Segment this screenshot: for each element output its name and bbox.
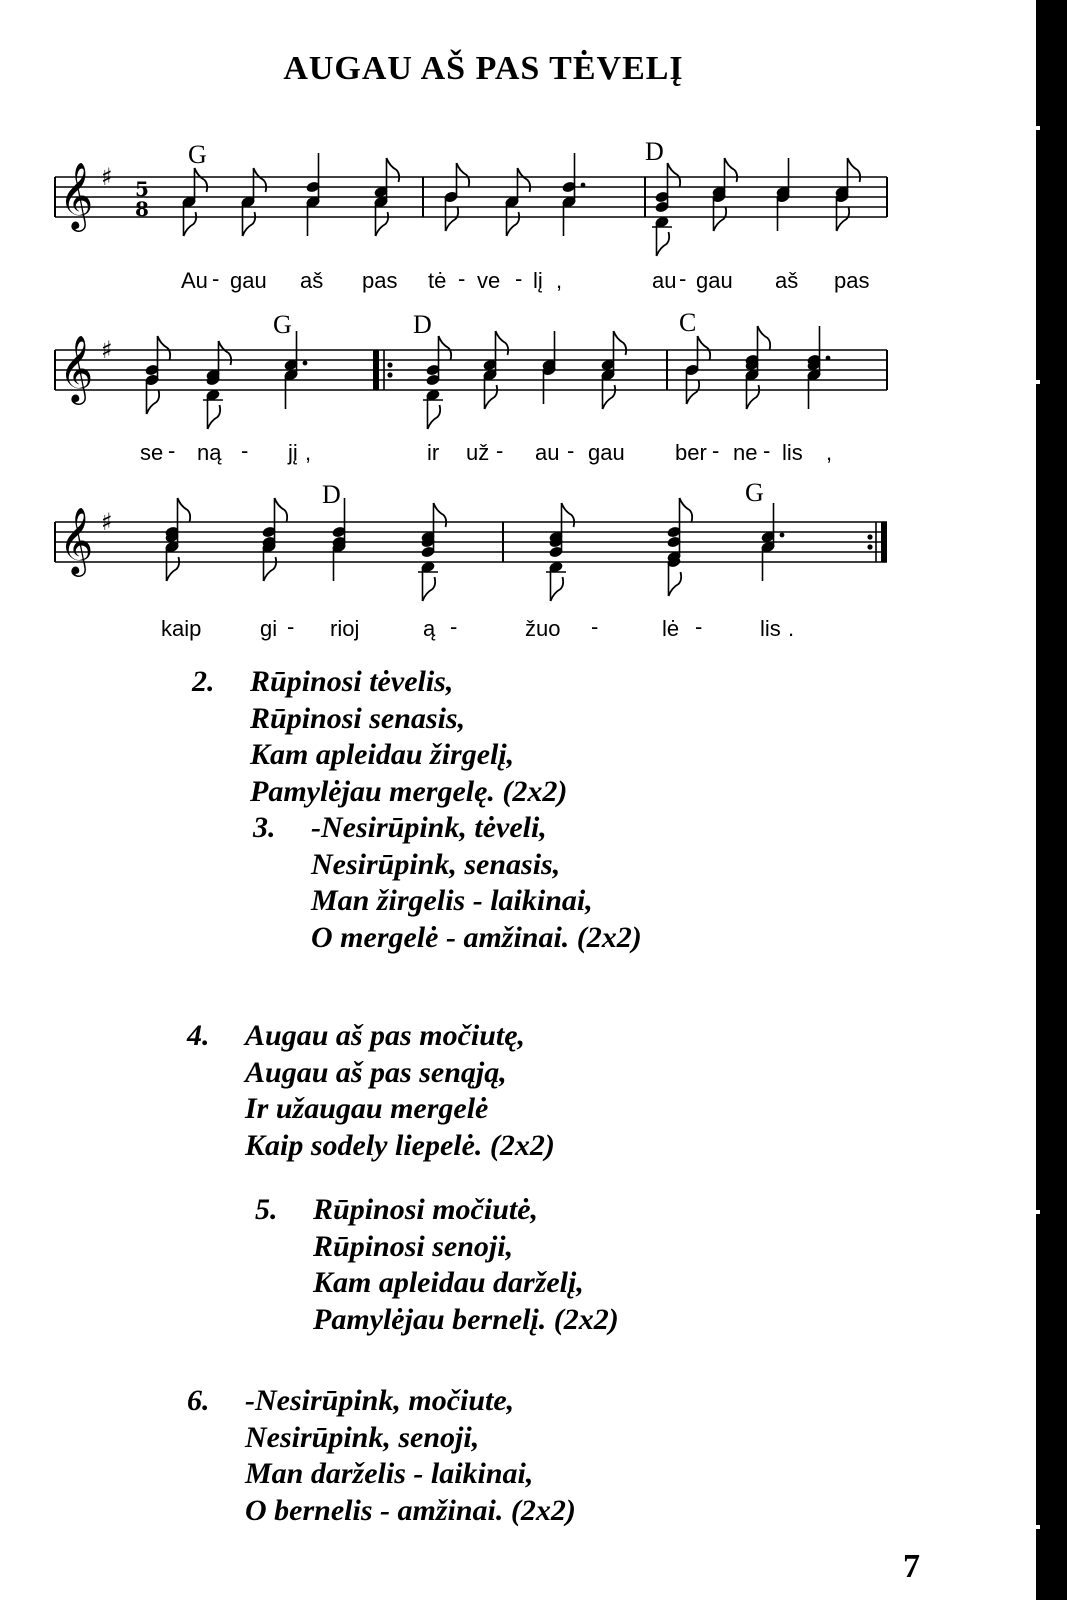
- lyric-hyphen: -: [450, 614, 458, 639]
- lyric-syllable: ną: [197, 440, 222, 465]
- lyric-hyphen: -: [212, 266, 220, 291]
- chord-label: G: [745, 478, 764, 507]
- lyric-hyphen: -: [712, 438, 720, 463]
- note-flag: [747, 385, 760, 409]
- note-flag: [158, 336, 171, 360]
- lyric-syllable: ir: [427, 440, 440, 465]
- verse-line: Kaip sodely liepelė. (2x2): [245, 1128, 555, 1162]
- note-flag: [275, 498, 288, 522]
- verse-3: [253, 810, 642, 956]
- time-signature-top: 5: [135, 177, 149, 201]
- lyric-hyphen: -: [168, 438, 176, 463]
- note-flag: [147, 390, 160, 414]
- verse-line: 5. Rūpinosi močiutė,: [255, 1192, 619, 1229]
- verse-line: 6. -Nesirūpink, močiute,: [187, 1383, 576, 1420]
- note-flag: [669, 572, 682, 596]
- note-flag: [434, 503, 447, 527]
- lyric-comma: ,: [305, 440, 312, 465]
- lyric-syllable: au: [535, 440, 560, 465]
- repeat-barline: [881, 522, 887, 562]
- note-flag: [178, 498, 191, 522]
- lyric-syllable: aš: [300, 268, 324, 293]
- lyric-syllable: jį: [288, 440, 298, 465]
- sharp-icon: ♯: [101, 163, 113, 191]
- lyric-syllable: lis: [760, 616, 781, 641]
- lyric-comma: ,: [826, 440, 833, 465]
- note-flag: [687, 380, 700, 404]
- lyric-period: .: [788, 616, 795, 641]
- lyric-syllable: aš: [775, 268, 799, 293]
- chord-label: D: [413, 310, 432, 339]
- verse-line: Nesirūpink, senoji,: [245, 1420, 480, 1454]
- lyric-syllable: žuo: [525, 616, 561, 641]
- note-flag: [485, 385, 498, 409]
- page-number: 7: [903, 1548, 920, 1585]
- chord-label: D: [645, 137, 664, 166]
- lyric-hyphen: -: [496, 438, 504, 463]
- note-flag: [725, 158, 738, 182]
- note-flag: [446, 207, 459, 231]
- chord-label: G: [188, 140, 207, 169]
- lyric-syllable: lė: [662, 616, 680, 641]
- lyric-hyphen: -: [679, 266, 687, 291]
- lyric-syllable: pas: [834, 268, 870, 293]
- lyric-syllable: pas: [362, 268, 398, 293]
- note-flag: [507, 212, 520, 236]
- note-flag: [195, 168, 208, 192]
- staff-system-1: [55, 137, 915, 300]
- note-flag: [657, 232, 670, 256]
- note-flag: [837, 207, 850, 231]
- verse-number: 6.: [187, 1384, 210, 1417]
- note-flag: [562, 503, 575, 527]
- note-flag: [387, 158, 400, 182]
- music-staff: [55, 140, 915, 270]
- augmentation-dot: [826, 356, 831, 361]
- music-staff: [55, 478, 915, 608]
- note-flag: [208, 405, 221, 429]
- verse-line: Man darželis - laikinai,: [245, 1457, 534, 1490]
- lyric-hyphen: -: [515, 266, 523, 291]
- verse-line: 4. Augau aš pas močiutę,: [187, 1018, 555, 1055]
- note-flag: [848, 158, 861, 182]
- lyric-syllable: ve: [477, 268, 501, 293]
- lyric-syllable: se: [140, 440, 164, 465]
- note-flag: [614, 331, 627, 355]
- lyric-syllable: rioj: [330, 616, 360, 641]
- repeat-dot: [387, 372, 392, 377]
- lyric-hyphen: -: [241, 438, 249, 463]
- verse-line: Kam apleidau darželį,: [313, 1266, 584, 1299]
- lyric-syllable: gi: [260, 616, 278, 641]
- lyric-hyphen: -: [287, 614, 295, 639]
- verse-line: Rūpinosi senasis,: [250, 701, 466, 735]
- verse-line: 2. Rūpinosi tėvelis,: [192, 664, 567, 701]
- note-flag: [428, 405, 441, 429]
- repeat-barline: [373, 350, 379, 390]
- verse-number: 5.: [255, 1193, 278, 1226]
- song-title: AUGAU AŠ PAS TĖVELĮ: [283, 50, 684, 87]
- note-flag: [376, 212, 389, 236]
- lyric-comma: ,: [556, 268, 563, 293]
- note-flag: [423, 577, 436, 601]
- verse-line: Pamylėjau bernelį. (2x2): [313, 1302, 619, 1336]
- verse-line: O bernelis - amžinai. (2x2): [245, 1493, 576, 1527]
- chord-label: G: [273, 310, 292, 339]
- music-staff: [55, 308, 915, 438]
- time-signature-bottom: 8: [135, 197, 149, 221]
- lyric-syllable: ber: [675, 440, 707, 465]
- lyric-hyphen: -: [591, 614, 599, 639]
- chord-label: D: [322, 480, 341, 509]
- verse-6: [187, 1383, 576, 1529]
- note-flag: [551, 577, 564, 601]
- lyric-syllable: Au: [181, 268, 208, 293]
- note-flag: [496, 331, 509, 355]
- augmentation-dot: [581, 183, 586, 188]
- verse-4: [187, 1018, 555, 1164]
- sharp-icon: ♯: [101, 508, 113, 536]
- sharp-icon: ♯: [101, 336, 113, 364]
- lyric-syllable: tė: [428, 268, 447, 293]
- note-flag: [518, 168, 531, 192]
- note-flag: [603, 385, 616, 409]
- treble-clef-icon: 𝄞: [59, 506, 94, 574]
- augmentation-dot: [780, 533, 785, 538]
- note-flag: [668, 163, 681, 187]
- verse-line: Augau aš pas senąją,: [245, 1055, 507, 1089]
- augmentation-dot: [303, 361, 308, 366]
- lyric-syllable: lį: [533, 268, 543, 293]
- verse-line: O mergelė - amžinai. (2x2): [311, 920, 642, 954]
- note-flag: [254, 168, 267, 192]
- verse-number: 2.: [192, 665, 215, 698]
- lyric-syllable: ne: [733, 440, 758, 465]
- chord-label: C: [679, 308, 697, 337]
- lyric-syllable: gau: [696, 268, 733, 293]
- verse-line: Nesirūpink, senasis,: [311, 847, 561, 881]
- treble-clef-icon: 𝄞: [59, 161, 94, 229]
- verse-number: 3.: [253, 811, 276, 844]
- verse-line: Pamylėjau mergelę. (2x2): [250, 774, 568, 808]
- lyric-syllable: gau: [588, 440, 625, 465]
- verse-line: 3. -Nesirūpink, tėveli,: [253, 810, 642, 847]
- staff-system-2: [55, 308, 915, 468]
- lyric-syllable: ą: [423, 616, 436, 641]
- lyric-syllable: gau: [230, 268, 267, 293]
- note-flag: [714, 207, 727, 231]
- lyric-syllable: au: [652, 268, 677, 293]
- note-flag: [167, 557, 180, 581]
- lyric-hyphen: -: [458, 266, 466, 291]
- note-flag: [219, 341, 232, 365]
- note-flag: [457, 163, 470, 187]
- note-flag: [698, 336, 711, 360]
- verse-line: Rūpinosi senoji,: [313, 1229, 514, 1263]
- scan-edge: [1036, 0, 1067, 1600]
- verse-5: [255, 1192, 619, 1338]
- note-flag: [243, 212, 256, 236]
- note-flag: [439, 336, 452, 360]
- lyric-hyphen: -: [567, 438, 575, 463]
- lyric-hyphen: -: [763, 438, 771, 463]
- note-flag: [680, 498, 693, 522]
- note-flag: [264, 557, 277, 581]
- repeat-dot: [867, 534, 872, 539]
- verse-line: Ir užaugau mergelė: [245, 1092, 489, 1125]
- note-flag: [184, 212, 197, 236]
- lyric-syllable: kaip: [161, 616, 202, 641]
- lyric-syllable: lis: [782, 440, 803, 465]
- lyric-syllable: už: [466, 440, 490, 465]
- lyric-hyphen: -: [695, 614, 703, 639]
- staff-system-3: [55, 478, 915, 648]
- repeat-dot: [867, 544, 872, 549]
- verse-2: [192, 664, 567, 810]
- verse-line: Kam apleidau žirgelį,: [250, 738, 515, 771]
- repeat-dot: [387, 362, 392, 367]
- verse-line: Man žirgelis - laikinai,: [311, 884, 593, 917]
- note-flag: [758, 326, 771, 350]
- treble-clef-icon: 𝄞: [59, 334, 94, 402]
- verse-number: 4.: [187, 1019, 210, 1052]
